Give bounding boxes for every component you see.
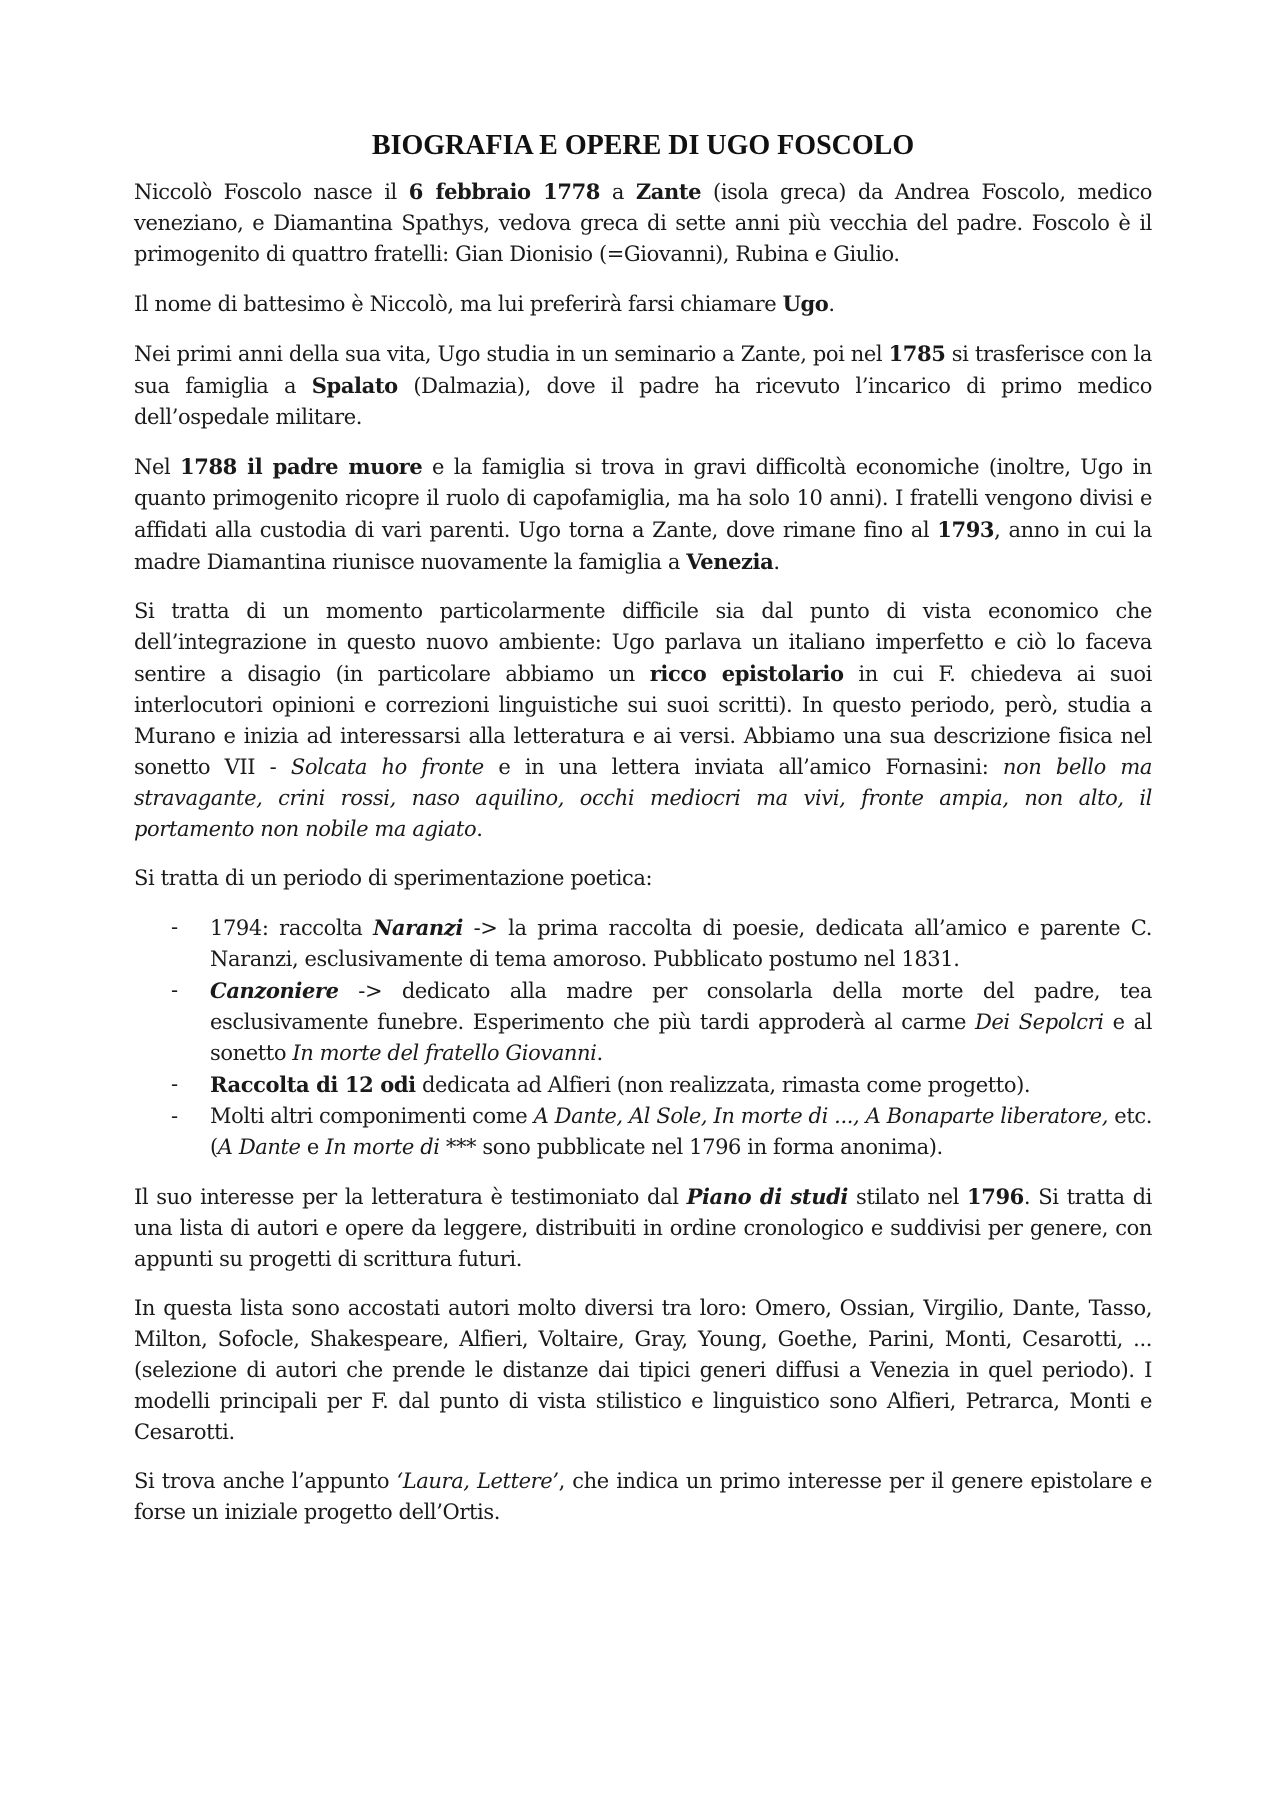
page-title: BIOGRAFIA E OPERE DI UGO FOSCOLO — [371, 130, 915, 161]
list-item: - Canzoniere -> dedicato alla madre per consolarla della morte del padre, tea esclusivamente funebre. Esperimento che più tardi approderà al carme Dei Sepolcri e al sonetto In morte del fratello Giovanni. — [210, 975, 1152, 1069]
paragraph-name: Il nome di battesimo è Niccolò, ma lui preferirà farsi chiamare Ugo. — [134, 291, 835, 316]
paragraph-early-years: Nei primi anni della sua vita, Ugo studia in un seminario a Zante, poi nel 1785 si trasferisce con la sua famiglia a Spalato (Dalmazia), dove il padre ha ricevuto l’incarico di primo medico dell’ospedale militare. — [134, 341, 1153, 429]
paragraph-venice: Si tratta di un momento particolarmente difficile sia dal punto di vista economico che dell’integrazione in questo nuovo ambiente: Ugo parlava un italiano imperfetto e ciò lo faceva sentire a disagio (in particolare abbiamo un ricco epistolario in cui F. chiedeva ai suoi interlocutori opinioni e correzioni linguistiche sui suoi scritti). In questo periodo, però, studia a Murano e inizia ad interessarsi alla letteratura e ai versi. Abbiamo una sua descrizione fisica nel sonetto VII - Solcata ho fronte e in una lettera inviata all’amico Fornasini: non bello ma stravagante, crini rossi, naso aquilino, occhi mediocri ma vivi, fronte ampia, non alto, il portamento non nobile ma agiato. — [134, 599, 1152, 841]
paragraph-authors: In questa lista sono accostati autori molto diversi tra loro: Omero, Ossian, Virgilio, Dante, Tasso, Milton, Sofocle, Shakespeare, Alfieri, Voltaire, Gray, Young, Goethe, Parini, Monti, Cesarotti, ... (selezione di autori che prende le distanze dai tipici generi diffusi a Venezia in quel periodo). I modelli principali per F. dal punto di vista stilistico e linguistico sono Alfieri, Petrarca, Monti e Cesarotti. — [134, 1296, 1152, 1444]
paragraph-experimentation: Si tratta di un periodo di sperimentazione poetica: — [134, 866, 653, 890]
paragraph-study-plan: Il suo interesse per la letteratura è testimoniato dal Piano di studi stilato nel 1796. Si tratta di una lista di autori e opere da leggere, distribuiti in ordine cronologico e suddivisi per genere, con appunti su progetti di scrittura futuri. — [134, 1184, 1153, 1271]
document-body — [134, 128, 1152, 1546]
paragraph-laura-lettere: Si trova anche l’appunto ‘Laura, Lettere’, che indica un primo interesse per il genere epistolare e forse un iniziale progetto dell’Ortis. — [134, 1469, 1152, 1524]
works-list — [134, 912, 1152, 1163]
paragraph-birth: Niccolò Foscolo nasce il 6 febbraio 1778 a Zante (isola greca) da Andrea Foscolo, medico veneziano, e Diamantina Spathys, vedova greca di sette anni più vecchia del padre. Foscolo è il primogenito di quattro fratelli: Gian Dionisio (=Giovanni), Rubina e Giulio. — [134, 179, 1152, 266]
list-item: - Raccolta di 12 odi dedicata ad Alfieri (non realizzata, rimasta come progetto). — [210, 1069, 1152, 1101]
list-item: - 1794: raccolta Naranzi -> la prima raccolta di poesie, dedicata all’amico e parente C. Naranzi, esclusivamente di tema amoroso. Pubblicato postumo nel 1831. — [210, 912, 1152, 975]
list-dash: - — [171, 1072, 178, 1096]
list-dash: - — [171, 978, 178, 1002]
list-dash: - — [171, 915, 178, 939]
paragraph-father-death: Nel 1788 il padre muore e la famiglia si trova in gravi difficoltà economiche (inoltre, Ugo in quanto primogenito ricopre il ruolo di capofamiglia, ma ha solo 10 anni). I fratelli vengono divisi e affidati alla custodia di vari parenti. Ugo torna a Zante, dove rimane fino al 1793, anno in cui la madre Diamantina riunisce nuovamente la famiglia a Venezia. — [134, 454, 1152, 574]
list-item: - Molti altri componimenti come A Dante, Al Sole, In morte di ..., A Bonaparte liberatore, etc. (A Dante e In morte di *** sono pubblicate nel 1796 in forma anonima). — [210, 1101, 1152, 1163]
list-dash: - — [171, 1104, 178, 1128]
